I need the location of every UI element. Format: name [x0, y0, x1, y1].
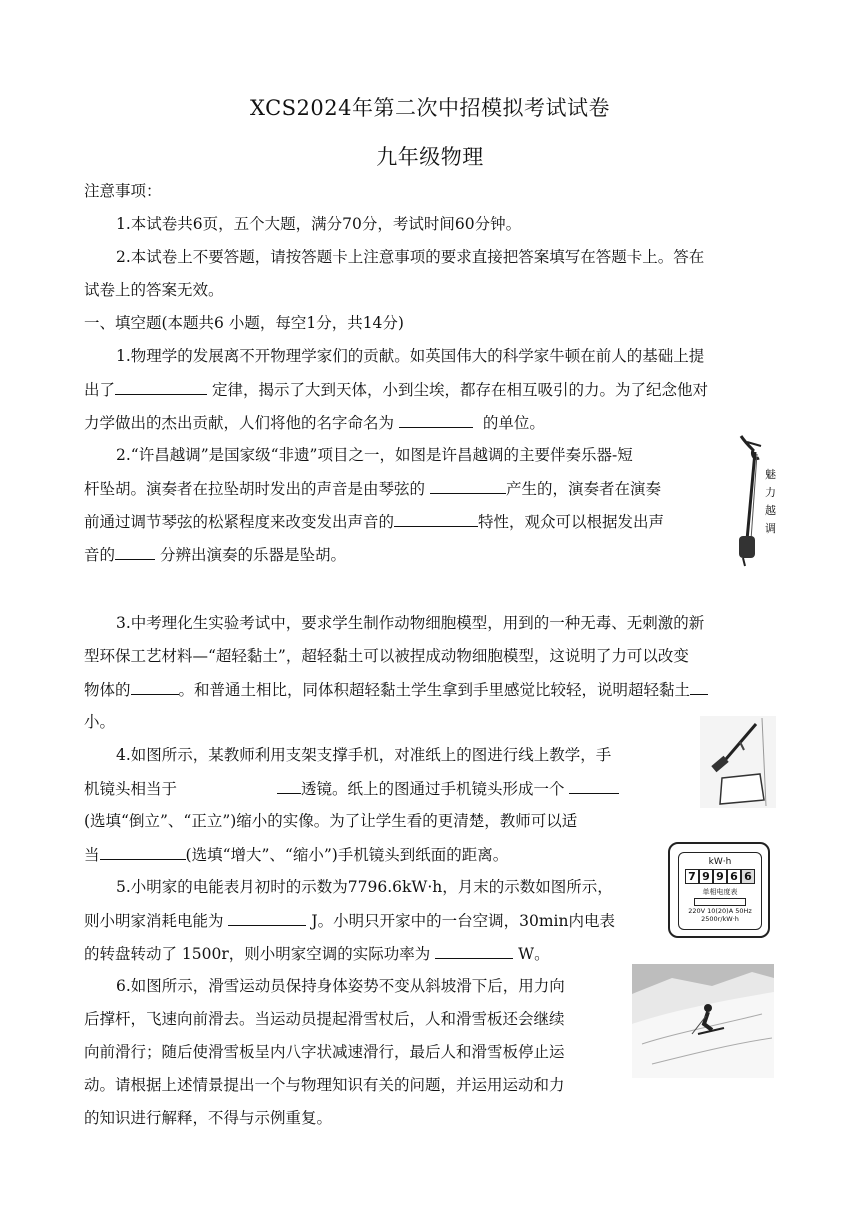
- answer-blank: [131, 678, 179, 695]
- q2-text: 前通过调节琴弦的松紧程度来改变发出声音的: [84, 513, 395, 531]
- skier-drawing: [632, 964, 774, 1078]
- q3-line-2: 型环保工艺材料—“超轻黏土”，超轻黏土可以被捏成动物细胞模型，这说明了力可以改变: [84, 647, 689, 665]
- q2-text: 产生的，演奏者在演奏: [505, 480, 661, 498]
- q5-line-3: [84, 942, 550, 965]
- q1-text: 出了: [84, 381, 116, 399]
- meter-digit: 9: [713, 869, 727, 884]
- q6-line-4: 动。请根据上述情景提出一个与物理知识有关的问题，并运用运动和力: [84, 1076, 565, 1094]
- caption-char: 魅: [765, 468, 776, 481]
- q6-line-3: 向前滑行；随后使滑雪板呈内八字状减速滑行，最后人和滑雪板停止运: [84, 1043, 565, 1061]
- q1-text: 力学做出的杰出贡献，人们将他的名字命名为: [84, 414, 395, 432]
- q4-text: 透镜。纸上的图通过手机镜头形成一个: [301, 780, 565, 798]
- q4-line-2: [84, 777, 619, 800]
- answer-blank: [430, 477, 506, 494]
- meter-face: [678, 852, 762, 930]
- answer-blank: [100, 843, 186, 860]
- q2-text: 音的: [84, 546, 116, 564]
- notice-item-1: 1.本试卷共6页，五个大题，满分70分，考试时间60分钟。: [116, 215, 522, 233]
- meter-digits: [679, 869, 761, 884]
- q5-text: J。小明只开家中的一台空调，30min内电表: [311, 912, 615, 930]
- q2-line-1: 2.“许昌越调”是国家级“非遗”项目之一，如图是许昌越调的主要伴奏乐器-短: [116, 446, 633, 464]
- q2-text: 特性，观众可以根据发出声: [478, 513, 665, 531]
- answer-blank: [228, 909, 306, 926]
- q3-line-4: 小。: [84, 713, 116, 731]
- notice-item-2-line-2: 试卷上的答案无效。: [84, 281, 224, 299]
- skier-figure: [632, 964, 774, 1078]
- answer-blank: [115, 378, 207, 395]
- q2-line-3: [84, 510, 664, 533]
- notice-heading: 注意事项：: [84, 182, 162, 200]
- answer-blank: [115, 543, 155, 560]
- q2-text: 分辨出演奏的乐器是坠胡。: [159, 546, 346, 564]
- q1-line-1: 1.物理学的发展离不开物理学家们的贡献。如英国伟大的科学家牛顿在前人的基础上提: [116, 347, 705, 365]
- caption-char: 力: [765, 486, 776, 499]
- energy-meter-figure: [668, 842, 770, 938]
- zhuihu-figure: [733, 432, 783, 568]
- q3-line-1: 3.中考理化生实验考试中，要求学生制作动物细胞模型，用到的一种无毒、无刺激的新: [116, 614, 705, 632]
- q4-text: (选填“增大”、“缩小”)手机镜头到纸面的距离。: [185, 846, 509, 864]
- q4-text: 当: [84, 846, 100, 864]
- answer-blank: [394, 510, 478, 527]
- q2-line-2: [84, 477, 661, 500]
- q4-line-1: 4.如图所示，某教师利用支架支撑手机，对准纸上的图进行线上教学，手: [116, 746, 612, 764]
- answer-blank: [399, 411, 473, 428]
- answer-blank: [690, 678, 708, 695]
- q4-line-4: [84, 843, 508, 866]
- zhuihu-caption: [765, 466, 779, 538]
- answer-blank: [277, 777, 301, 794]
- meter-digit: 6: [741, 869, 755, 884]
- meter-rev: 2500r/kW·h: [701, 915, 739, 923]
- q4-line-3: (选填“倒立”、“正立”)缩小的实像。为了让学生看的更清楚，教师可以适: [84, 812, 578, 830]
- caption-char: 调: [765, 522, 776, 535]
- q1-line-2: [84, 378, 708, 401]
- section-1-heading: 一、填空题(本题共6 小题，每空1分，共14分): [84, 314, 404, 332]
- meter-digit: 9: [699, 869, 713, 884]
- meter-digit: 7: [685, 869, 699, 884]
- q2-text: 杆坠胡。演奏者在拉坠胡时发出的声音是由琴弦的: [84, 480, 426, 498]
- notice-item-2-line-1: 2.本试卷上不要答题，请按答题卡上注意事项的要求直接把答案填写在答题卡上。答在: [116, 248, 705, 266]
- q5-text: 的转盘转动了 1500r，则小明家空调的实际功率为: [84, 945, 431, 963]
- q5-line-2: [84, 909, 615, 932]
- q5-text: W。: [518, 945, 550, 963]
- caption-char: 越: [765, 504, 776, 517]
- q2-line-4: [84, 543, 346, 566]
- q3-line-3: [84, 678, 708, 701]
- q1-text: 定律，揭示了大到天体，小到尘埃，都存在相互吸引的力。为了纪念他对: [211, 381, 708, 399]
- meter-disc-window: [694, 898, 746, 906]
- q4-text: 机镜头相当于: [84, 780, 178, 798]
- meter-label: 单相电度表: [702, 888, 738, 896]
- q6-line-1: 6.如图所示，滑雪运动员保持身体姿势不变从斜坡滑下后，用力向: [116, 977, 565, 995]
- phone-stand-drawing: [700, 716, 776, 808]
- meter-digit: 6: [727, 869, 741, 884]
- phone-stand-figure: [700, 716, 776, 808]
- q5-line-1: 5.小明家的电能表月初时的示数为7796.6kW·h，月末的示数如图所示，: [116, 878, 613, 896]
- exam-title: XCS2024年第二次中招模拟考试试卷: [250, 96, 610, 120]
- q3-text: 。和普通土相比，同体积超轻黏土学生拿到手里感觉比较轻，说明超轻黏土: [178, 681, 691, 699]
- q5-text: 则小明家消耗电能为: [84, 912, 224, 930]
- q6-line-5: 的知识进行解释，不得与示例重复。: [84, 1109, 333, 1127]
- q1-line-3: [84, 411, 545, 434]
- q6-line-2: 后撑杆，飞速向前滑去。当运动员提起滑雪杖后，人和滑雪板还会继续: [84, 1010, 565, 1028]
- meter-unit: kW·h: [708, 857, 732, 867]
- answer-blank: [569, 777, 619, 794]
- q3-text: 物体的: [84, 681, 131, 699]
- answer-blank: [435, 942, 513, 959]
- q1-text: 的单位。: [482, 414, 545, 432]
- exam-subtitle: 九年级物理: [376, 145, 484, 169]
- meter-spec: 220V 10(20)A 50Hz: [688, 907, 752, 915]
